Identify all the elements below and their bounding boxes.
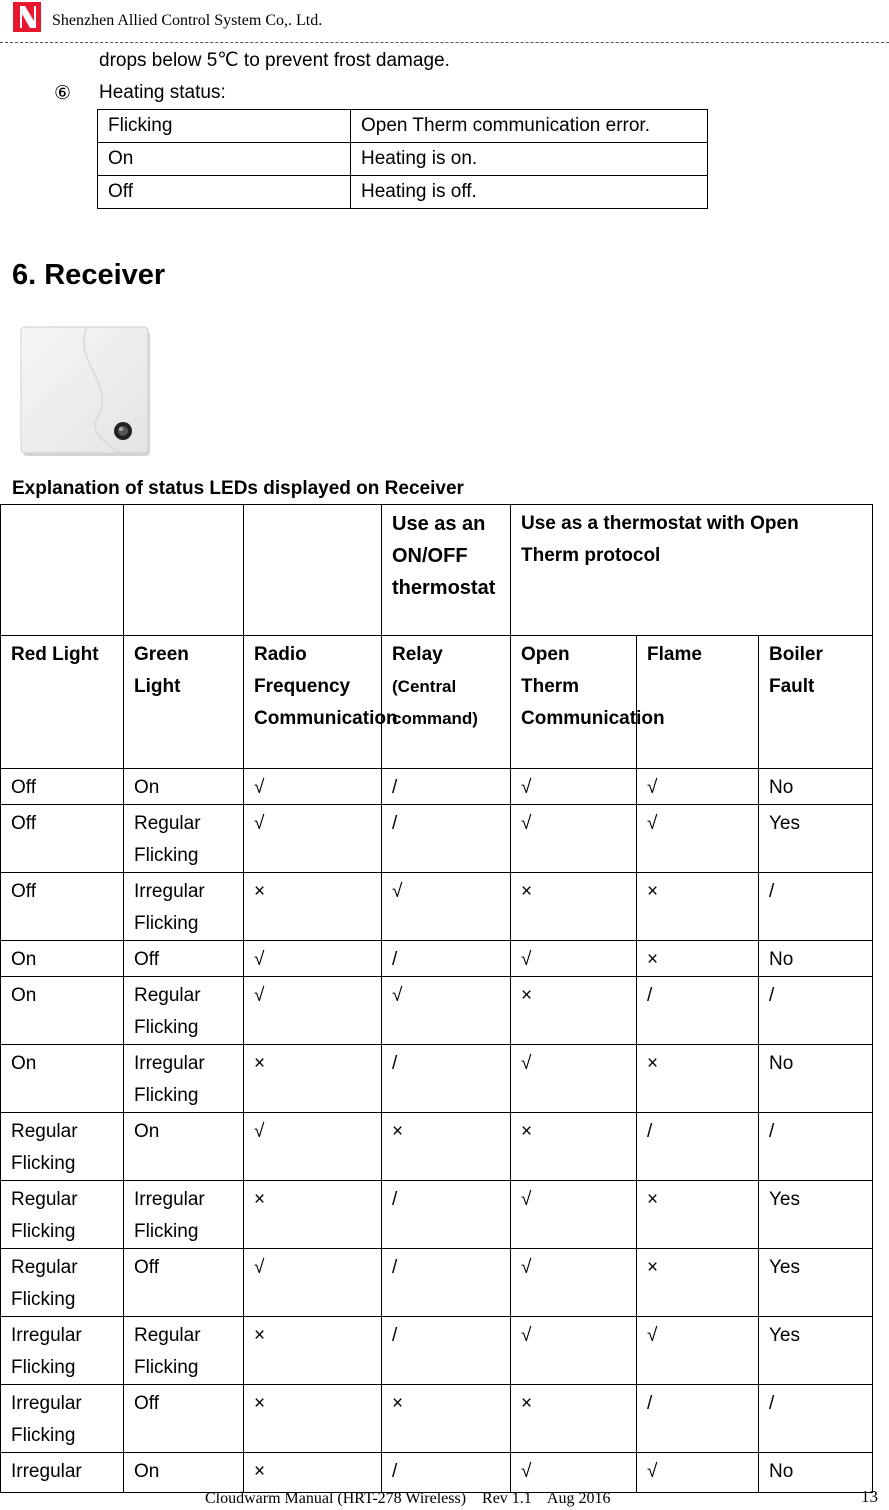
empty-cell — [244, 505, 382, 636]
led-cell-rf: √ — [244, 769, 382, 805]
header-rf: Radio Frequency Communication — [244, 636, 382, 769]
led-cell-green: On — [124, 769, 244, 805]
header-relay-label: Relay — [392, 644, 443, 665]
led-cell-rf: √ — [244, 1249, 382, 1317]
led-cell-red: Regular Flicking — [1, 1113, 124, 1181]
led-row — [1, 1181, 873, 1249]
led-cell-fault: Yes — [759, 1317, 873, 1385]
led-row — [1, 941, 873, 977]
led-cell-ot: √ — [511, 1181, 637, 1249]
led-cell-ot: × — [511, 1385, 637, 1453]
led-cell-rf: √ — [244, 1113, 382, 1181]
header-divider — [0, 42, 889, 43]
company-logo — [13, 2, 41, 32]
heating-status-label: Heating status: — [99, 82, 226, 103]
heating-meaning-cell: Heating is on. — [351, 143, 708, 176]
led-cell-flame: / — [637, 1385, 759, 1453]
empty-cell — [124, 505, 244, 636]
led-cell-rf: × — [244, 1385, 382, 1453]
led-cell-fault: No — [759, 941, 873, 977]
group-header-row — [1, 505, 873, 636]
led-row — [1, 1317, 873, 1385]
led-cell-rf: × — [244, 873, 382, 941]
led-cell-red: Irregular Flicking — [1, 1385, 124, 1453]
led-cell-rf: × — [244, 1045, 382, 1113]
led-cell-rf: √ — [244, 941, 382, 977]
heating-status-table — [97, 109, 708, 209]
header-relay — [382, 636, 511, 769]
led-cell-flame: √ — [637, 1317, 759, 1385]
led-cell-rf: × — [244, 1181, 382, 1249]
led-cell-green: Irregular Flicking — [124, 1045, 244, 1113]
led-cell-flame: √ — [637, 1453, 759, 1493]
column-header-row — [1, 636, 873, 769]
led-cell-fault: / — [759, 1113, 873, 1181]
led-explanation-title: Explanation of status LEDs displayed on Receiver — [12, 478, 464, 499]
led-cell-fault: Yes — [759, 1181, 873, 1249]
led-cell-green: On — [124, 1453, 244, 1493]
item-number: ⑥ — [54, 83, 72, 104]
group-onoff-header: Use as an ON/OFF thermostat — [382, 505, 511, 636]
led-cell-relay: × — [382, 1113, 511, 1181]
led-cell-relay: / — [382, 1453, 511, 1493]
led-cell-rf: √ — [244, 805, 382, 873]
led-cell-fault: No — [759, 1045, 873, 1113]
led-cell-relay: / — [382, 805, 511, 873]
led-cell-rf: × — [244, 1317, 382, 1385]
heating-state-cell: Off — [98, 176, 351, 209]
led-row — [1, 1045, 873, 1113]
led-cell-relay: / — [382, 1249, 511, 1317]
led-cell-flame: / — [637, 1113, 759, 1181]
led-cell-relay: √ — [382, 977, 511, 1045]
led-cell-flame: × — [637, 1181, 759, 1249]
group-opentherm-header: Use as a thermostat with Open Therm protocol — [511, 505, 873, 636]
led-cell-relay: / — [382, 941, 511, 977]
led-cell-red: Off — [1, 805, 124, 873]
receiver-device-image — [17, 323, 157, 461]
led-cell-flame: × — [637, 873, 759, 941]
led-cell-red: Off — [1, 769, 124, 805]
led-row — [1, 1113, 873, 1181]
heating-row — [98, 143, 708, 176]
led-cell-ot: √ — [511, 1453, 637, 1493]
heating-meaning-cell: Open Therm communication error. — [351, 110, 708, 143]
company-name: Shenzhen Allied Control System Co,. Ltd. — [52, 12, 323, 29]
section-title: 6. Receiver — [12, 259, 166, 291]
led-cell-fault: Yes — [759, 1249, 873, 1317]
led-cell-ot: √ — [511, 1045, 637, 1113]
header-opentherm: Open Therm Communication — [511, 636, 637, 769]
led-row — [1, 805, 873, 873]
header-green-light: Green Light — [124, 636, 244, 769]
led-cell-red: Regular Flicking — [1, 1181, 124, 1249]
led-cell-green: Off — [124, 1385, 244, 1453]
led-cell-flame: √ — [637, 805, 759, 873]
led-cell-ot: × — [511, 977, 637, 1045]
led-cell-ot: √ — [511, 805, 637, 873]
led-cell-flame: × — [637, 1249, 759, 1317]
led-cell-ot: √ — [511, 769, 637, 805]
led-cell-relay: √ — [382, 873, 511, 941]
led-cell-flame: √ — [637, 769, 759, 805]
led-cell-green: Regular Flicking — [124, 977, 244, 1045]
heating-row — [98, 176, 708, 209]
led-cell-green: Off — [124, 1249, 244, 1317]
led-row — [1, 1385, 873, 1453]
led-cell-rf: × — [244, 1453, 382, 1493]
header-relay-sub: (Central command) — [392, 677, 478, 728]
header-boiler-fault: Boiler Fault — [759, 636, 873, 769]
led-cell-fault: Yes — [759, 805, 873, 873]
led-cell-green: Regular Flicking — [124, 805, 244, 873]
heating-meaning-cell: Heating is off. — [351, 176, 708, 209]
heating-state-cell: On — [98, 143, 351, 176]
led-cell-ot: √ — [511, 941, 637, 977]
led-cell-red: Regular Flicking — [1, 1249, 124, 1317]
footer-text: Cloudwarm Manual (HRT-278 Wireless) Rev 1.1 Aug 2016 — [205, 1490, 611, 1507]
led-cell-ot: √ — [511, 1317, 637, 1385]
led-cell-red: Irregular — [1, 1453, 124, 1493]
page-number: 13 — [861, 1487, 878, 1506]
led-row — [1, 1249, 873, 1317]
heating-row — [98, 110, 708, 143]
led-cell-red: Off — [1, 873, 124, 941]
led-cell-flame: × — [637, 941, 759, 977]
led-cell-fault: / — [759, 1385, 873, 1453]
heating-state-cell: Flicking — [98, 110, 351, 143]
led-cell-red: On — [1, 941, 124, 977]
led-row — [1, 1453, 873, 1493]
led-row — [1, 873, 873, 941]
led-cell-flame: × — [637, 1045, 759, 1113]
header-flame: Flame — [637, 636, 759, 769]
empty-cell — [1, 505, 124, 636]
frost-text: drops below 5℃ to prevent frost damage. — [99, 50, 450, 71]
led-cell-relay: × — [382, 1385, 511, 1453]
led-cell-green: Off — [124, 941, 244, 977]
led-cell-ot: √ — [511, 1249, 637, 1317]
led-cell-ot: × — [511, 1113, 637, 1181]
led-cell-rf: √ — [244, 977, 382, 1045]
led-cell-green: Regular Flicking — [124, 1317, 244, 1385]
led-cell-relay: / — [382, 1045, 511, 1113]
led-cell-green: On — [124, 1113, 244, 1181]
led-cell-relay: / — [382, 769, 511, 805]
led-cell-fault: / — [759, 977, 873, 1045]
led-cell-green: Irregular Flicking — [124, 1181, 244, 1249]
led-cell-green: Irregular Flicking — [124, 873, 244, 941]
led-status-table — [0, 504, 873, 1493]
led-cell-fault: No — [759, 1453, 873, 1493]
led-row — [1, 977, 873, 1045]
header-red-light: Red Light — [1, 636, 124, 769]
led-row — [1, 769, 873, 805]
led-cell-flame: / — [637, 977, 759, 1045]
led-cell-red: Irregular Flicking — [1, 1317, 124, 1385]
led-cell-relay: / — [382, 1181, 511, 1249]
led-cell-relay: / — [382, 1317, 511, 1385]
led-cell-red: On — [1, 977, 124, 1045]
led-cell-fault: No — [759, 769, 873, 805]
led-cell-fault: / — [759, 873, 873, 941]
led-cell-red: On — [1, 1045, 124, 1113]
led-cell-ot: × — [511, 873, 637, 941]
